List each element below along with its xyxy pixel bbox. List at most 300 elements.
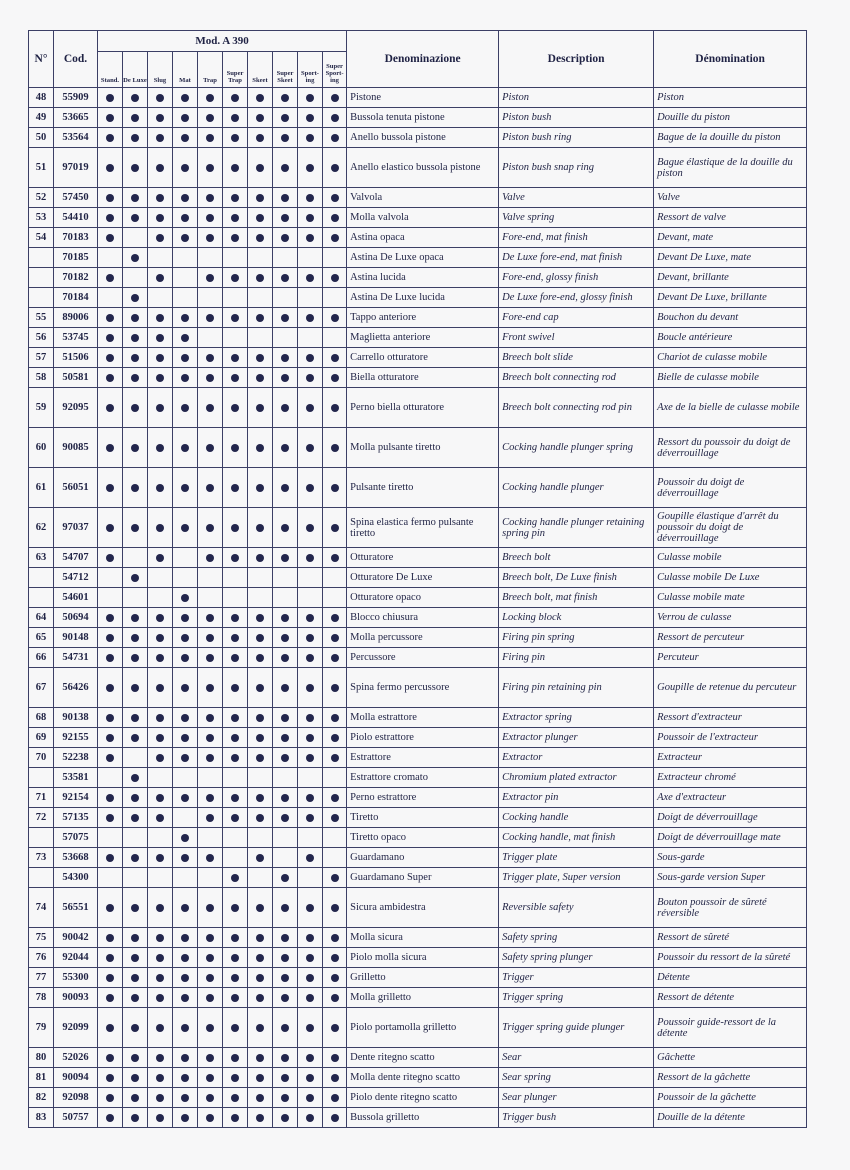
variant-cell (173, 508, 198, 548)
variant-cell (248, 948, 273, 968)
variant-header: Skeet (248, 52, 273, 88)
variant-header: Super Skeet (273, 52, 298, 88)
variant-cell (323, 628, 347, 648)
table-row (29, 788, 807, 808)
variant-cell (173, 768, 198, 788)
availability-dot (206, 994, 214, 1002)
english-description: Firing pin spring (499, 628, 654, 648)
variant-cell (148, 1108, 173, 1128)
italian-name: Bussola grilletto (347, 1108, 499, 1128)
table-row (29, 88, 807, 108)
availability-dot (131, 314, 139, 322)
availability-dot (331, 994, 339, 1002)
variant-cell (198, 648, 223, 668)
variant-cell (123, 1108, 148, 1128)
availability-dot (131, 734, 139, 742)
availability-dot (181, 904, 189, 912)
availability-dot (306, 934, 314, 942)
variant-cell (198, 188, 223, 208)
variant-cell (198, 328, 223, 348)
table-row (29, 148, 807, 188)
variant-cell (223, 988, 248, 1008)
english-description: Extractor spring (499, 708, 654, 728)
row-number: 76 (29, 948, 54, 968)
availability-dot (306, 634, 314, 642)
row-number: 52 (29, 188, 54, 208)
row-number: 48 (29, 88, 54, 108)
row-number: 66 (29, 648, 54, 668)
english-description: Sear plunger (499, 1088, 654, 1108)
availability-dot (256, 484, 264, 492)
availability-dot (106, 374, 114, 382)
english-description: Cocking handle (499, 808, 654, 828)
italian-name: Grilletto (347, 968, 499, 988)
availability-dot (306, 1024, 314, 1032)
french-name: Devant De Luxe, brillante (654, 288, 807, 308)
variant-cell (123, 388, 148, 428)
variant-cell (98, 848, 123, 868)
variant-cell (248, 968, 273, 988)
part-code: 56051 (54, 468, 98, 508)
variant-cell (98, 108, 123, 128)
variant-cell (273, 548, 298, 568)
french-name: Détente (654, 968, 807, 988)
variant-cell (98, 428, 123, 468)
variant-cell (173, 728, 198, 748)
header-row-top (29, 31, 807, 52)
french-name: Poussoir de l'extracteur (654, 728, 807, 748)
variant-cell (148, 848, 173, 868)
variant-cell (198, 228, 223, 248)
availability-dot (281, 714, 289, 722)
variant-cell (98, 348, 123, 368)
variant-cell (223, 508, 248, 548)
availability-dot (306, 714, 314, 722)
availability-dot (206, 484, 214, 492)
part-code: 57135 (54, 808, 98, 828)
availability-dot (256, 164, 264, 172)
availability-dot (131, 954, 139, 962)
availability-dot (106, 754, 114, 762)
variant-cell (198, 348, 223, 368)
availability-dot (281, 94, 289, 102)
availability-dot (131, 794, 139, 802)
availability-dot (306, 904, 314, 912)
french-name: Ressort d'extracteur (654, 708, 807, 728)
variant-cell (123, 208, 148, 228)
variant-cell (298, 208, 323, 228)
variant-cell (173, 708, 198, 728)
part-code: 70185 (54, 248, 98, 268)
availability-dot (281, 684, 289, 692)
variant-cell (248, 508, 273, 548)
availability-dot (306, 114, 314, 122)
availability-dot (106, 734, 114, 742)
italian-name-header: Denominazione (347, 31, 499, 88)
availability-dot (156, 94, 164, 102)
availability-dot (281, 974, 289, 982)
variant-cell (298, 748, 323, 768)
availability-dot (206, 654, 214, 662)
availability-dot (106, 714, 114, 722)
availability-dot (106, 194, 114, 202)
availability-dot (206, 214, 214, 222)
availability-dot (106, 934, 114, 942)
variant-cell (123, 188, 148, 208)
availability-dot (331, 214, 339, 222)
french-name: Poussoir du doigt de déverrouillage (654, 468, 807, 508)
variant-cell (123, 928, 148, 948)
availability-dot (281, 934, 289, 942)
french-name: Sous-garde (654, 848, 807, 868)
variant-cell (223, 928, 248, 948)
row-number: 58 (29, 368, 54, 388)
availability-dot (281, 1114, 289, 1122)
english-description: Cocking handle plunger (499, 468, 654, 508)
variant-cell (323, 648, 347, 668)
availability-dot (156, 134, 164, 142)
variant-cell (148, 648, 173, 668)
french-name: Poussoir de la gâchette (654, 1088, 807, 1108)
availability-dot (181, 524, 189, 532)
english-description: Trigger (499, 968, 654, 988)
variant-cell (123, 1068, 148, 1088)
variant-cell (173, 808, 198, 828)
availability-dot (131, 934, 139, 942)
availability-dot (331, 814, 339, 822)
availability-dot (231, 1054, 239, 1062)
variant-cell (98, 868, 123, 888)
availability-dot (281, 634, 289, 642)
english-description: Firing pin (499, 648, 654, 668)
availability-dot (281, 214, 289, 222)
variant-cell (173, 228, 198, 248)
italian-name: Molla estrattore (347, 708, 499, 728)
variant-cell (223, 948, 248, 968)
variant-cell (298, 228, 323, 248)
table-row (29, 208, 807, 228)
part-code: 89006 (54, 308, 98, 328)
english-description: Reversible safety (499, 888, 654, 928)
availability-dot (131, 484, 139, 492)
availability-dot (281, 134, 289, 142)
availability-dot (181, 214, 189, 222)
parts-rows (29, 88, 807, 1128)
variant-cell (98, 948, 123, 968)
availability-dot (181, 334, 189, 342)
variant-cell (298, 468, 323, 508)
availability-dot (181, 94, 189, 102)
row-number: 67 (29, 668, 54, 708)
availability-dot (206, 734, 214, 742)
availability-dot (231, 904, 239, 912)
variant-cell (98, 1068, 123, 1088)
variant-cell (173, 428, 198, 468)
variant-cell (198, 288, 223, 308)
availability-dot (181, 684, 189, 692)
variant-cell (248, 928, 273, 948)
availability-dot (331, 684, 339, 692)
availability-dot (181, 134, 189, 142)
availability-dot (181, 634, 189, 642)
availability-dot (306, 444, 314, 452)
french-name: Douille du piston (654, 108, 807, 128)
variant-cell (248, 988, 273, 1008)
variant-cell (148, 768, 173, 788)
variant-cell (123, 108, 148, 128)
availability-dot (306, 1054, 314, 1062)
table-row (29, 428, 807, 468)
availability-dot (181, 754, 189, 762)
availability-dot (306, 854, 314, 862)
variant-cell (223, 628, 248, 648)
variant-cell (248, 628, 273, 648)
variant-cell (98, 928, 123, 948)
availability-dot (156, 404, 164, 412)
availability-dot (106, 794, 114, 802)
variant-cell (223, 228, 248, 248)
italian-name: Estrattore (347, 748, 499, 768)
variant-cell (173, 208, 198, 228)
availability-dot (156, 524, 164, 532)
variant-cell (198, 468, 223, 508)
availability-dot (331, 1054, 339, 1062)
availability-dot (306, 684, 314, 692)
italian-name: Carrello otturatore (347, 348, 499, 368)
availability-dot (231, 1024, 239, 1032)
variant-cell (273, 1068, 298, 1088)
variant-cell (323, 368, 347, 388)
availability-dot (231, 974, 239, 982)
variant-cell (198, 628, 223, 648)
availability-dot (131, 574, 139, 582)
availability-dot (306, 654, 314, 662)
variant-cell (173, 748, 198, 768)
availability-dot (256, 1094, 264, 1102)
variant-cell (223, 368, 248, 388)
table-row (29, 1088, 807, 1108)
variant-cell (123, 588, 148, 608)
variant-cell (173, 148, 198, 188)
variant-cell (123, 988, 148, 1008)
italian-name: Percussore (347, 648, 499, 668)
availability-dot (206, 94, 214, 102)
french-name: Bouton poussoir de sûreté réversible (654, 888, 807, 928)
availability-dot (156, 954, 164, 962)
availability-dot (206, 134, 214, 142)
italian-name: Molla dente ritegno scatto (347, 1068, 499, 1088)
availability-dot (281, 444, 289, 452)
row-number: 74 (29, 888, 54, 928)
availability-dot (181, 954, 189, 962)
variant-cell (323, 1108, 347, 1128)
variant-cell (223, 568, 248, 588)
availability-dot (181, 1094, 189, 1102)
variant-cell (123, 268, 148, 288)
availability-dot (181, 734, 189, 742)
italian-name: Otturatore (347, 548, 499, 568)
availability-dot (281, 274, 289, 282)
variant-cell (298, 128, 323, 148)
availability-dot (131, 214, 139, 222)
variant-cell (198, 808, 223, 828)
variant-cell (173, 828, 198, 848)
availability-dot (231, 374, 239, 382)
variant-cell (223, 728, 248, 748)
table-row (29, 568, 807, 588)
variant-cell (173, 1108, 198, 1128)
availability-dot (306, 524, 314, 532)
variant-cell (123, 348, 148, 368)
availability-dot (306, 794, 314, 802)
row-number (29, 768, 54, 788)
availability-dot (331, 134, 339, 142)
availability-dot (231, 734, 239, 742)
availability-dot (331, 404, 339, 412)
availability-dot (331, 354, 339, 362)
availability-dot (131, 684, 139, 692)
availability-dot (256, 854, 264, 862)
availability-dot (231, 634, 239, 642)
availability-dot (156, 114, 164, 122)
variant-cell (298, 148, 323, 188)
availability-dot (106, 94, 114, 102)
availability-dot (256, 754, 264, 762)
french-name-header: Dénomination (654, 31, 807, 88)
variant-cell (323, 148, 347, 188)
french-name: Ressort de percuteur (654, 628, 807, 648)
variant-cell (123, 668, 148, 708)
table-row (29, 948, 807, 968)
part-code: 56551 (54, 888, 98, 928)
english-description: Cocking handle plunger retaining spring pin (499, 508, 654, 548)
variant-cell (148, 208, 173, 228)
variant-cell (173, 928, 198, 948)
availability-dot (206, 114, 214, 122)
availability-dot (181, 654, 189, 662)
english-description: Fore-end cap (499, 308, 654, 328)
availability-dot (281, 524, 289, 532)
availability-dot (106, 134, 114, 142)
english-description: Trigger plate, Super version (499, 868, 654, 888)
variant-cell (198, 508, 223, 548)
variant-cell (148, 588, 173, 608)
variant-cell (273, 828, 298, 848)
availability-dot (256, 234, 264, 242)
variant-cell (298, 568, 323, 588)
variant-cell (98, 668, 123, 708)
availability-dot (231, 654, 239, 662)
availability-dot (306, 94, 314, 102)
availability-dot (206, 404, 214, 412)
french-name: Devant, brillante (654, 268, 807, 288)
availability-dot (281, 194, 289, 202)
part-code: 55300 (54, 968, 98, 988)
part-code: 51506 (54, 348, 98, 368)
availability-dot (156, 794, 164, 802)
variant-cell (173, 348, 198, 368)
availability-dot (331, 874, 339, 882)
variant-cell (273, 928, 298, 948)
variant-cell (148, 108, 173, 128)
availability-dot (256, 794, 264, 802)
variant-header: Stand. (98, 52, 123, 88)
part-code: 53745 (54, 328, 98, 348)
availability-dot (231, 94, 239, 102)
variant-cell (98, 1008, 123, 1048)
variant-cell (148, 428, 173, 468)
variant-cell (248, 468, 273, 508)
availability-dot (256, 194, 264, 202)
variant-header: Trap (198, 52, 223, 88)
availability-dot (256, 954, 264, 962)
variant-cell (173, 108, 198, 128)
variant-cell (123, 248, 148, 268)
english-description: Trigger spring (499, 988, 654, 1008)
variant-cell (148, 508, 173, 548)
availability-dot (206, 1094, 214, 1102)
variant-cell (123, 88, 148, 108)
variant-cell (123, 428, 148, 468)
variant-cell (148, 628, 173, 648)
part-code: 55909 (54, 88, 98, 108)
variant-cell (248, 888, 273, 928)
variant-cell (148, 928, 173, 948)
variant-cell (223, 148, 248, 188)
availability-dot (281, 554, 289, 562)
row-number: 59 (29, 388, 54, 428)
availability-dot (231, 994, 239, 1002)
availability-dot (181, 354, 189, 362)
variant-cell (298, 288, 323, 308)
variant-cell (323, 848, 347, 868)
availability-dot (106, 1024, 114, 1032)
french-name: Gâchette (654, 1048, 807, 1068)
variant-cell (248, 328, 273, 348)
part-code: 50581 (54, 368, 98, 388)
italian-name: Pulsante tiretto (347, 468, 499, 508)
table-row (29, 188, 807, 208)
variant-cell (198, 208, 223, 228)
variant-cell (298, 348, 323, 368)
availability-dot (131, 94, 139, 102)
italian-name: Molla pulsante tiretto (347, 428, 499, 468)
availability-dot (181, 594, 189, 602)
variant-cell (223, 648, 248, 668)
table-row (29, 988, 807, 1008)
variant-cell (223, 608, 248, 628)
table-row (29, 308, 807, 328)
availability-dot (131, 114, 139, 122)
variant-cell (123, 828, 148, 848)
table-row (29, 228, 807, 248)
variant-cell (273, 948, 298, 968)
variant-cell (198, 268, 223, 288)
variant-cell (198, 988, 223, 1008)
availability-dot (331, 1094, 339, 1102)
variant-cell (98, 808, 123, 828)
variant-cell (273, 208, 298, 228)
variant-cell (273, 588, 298, 608)
row-number: 83 (29, 1108, 54, 1128)
english-description: Trigger plate (499, 848, 654, 868)
italian-name: Tappo anteriore (347, 308, 499, 328)
availability-dot (256, 314, 264, 322)
availability-dot (156, 374, 164, 382)
availability-dot (306, 1114, 314, 1122)
variant-cell (273, 468, 298, 508)
french-name: Ressort de valve (654, 208, 807, 228)
